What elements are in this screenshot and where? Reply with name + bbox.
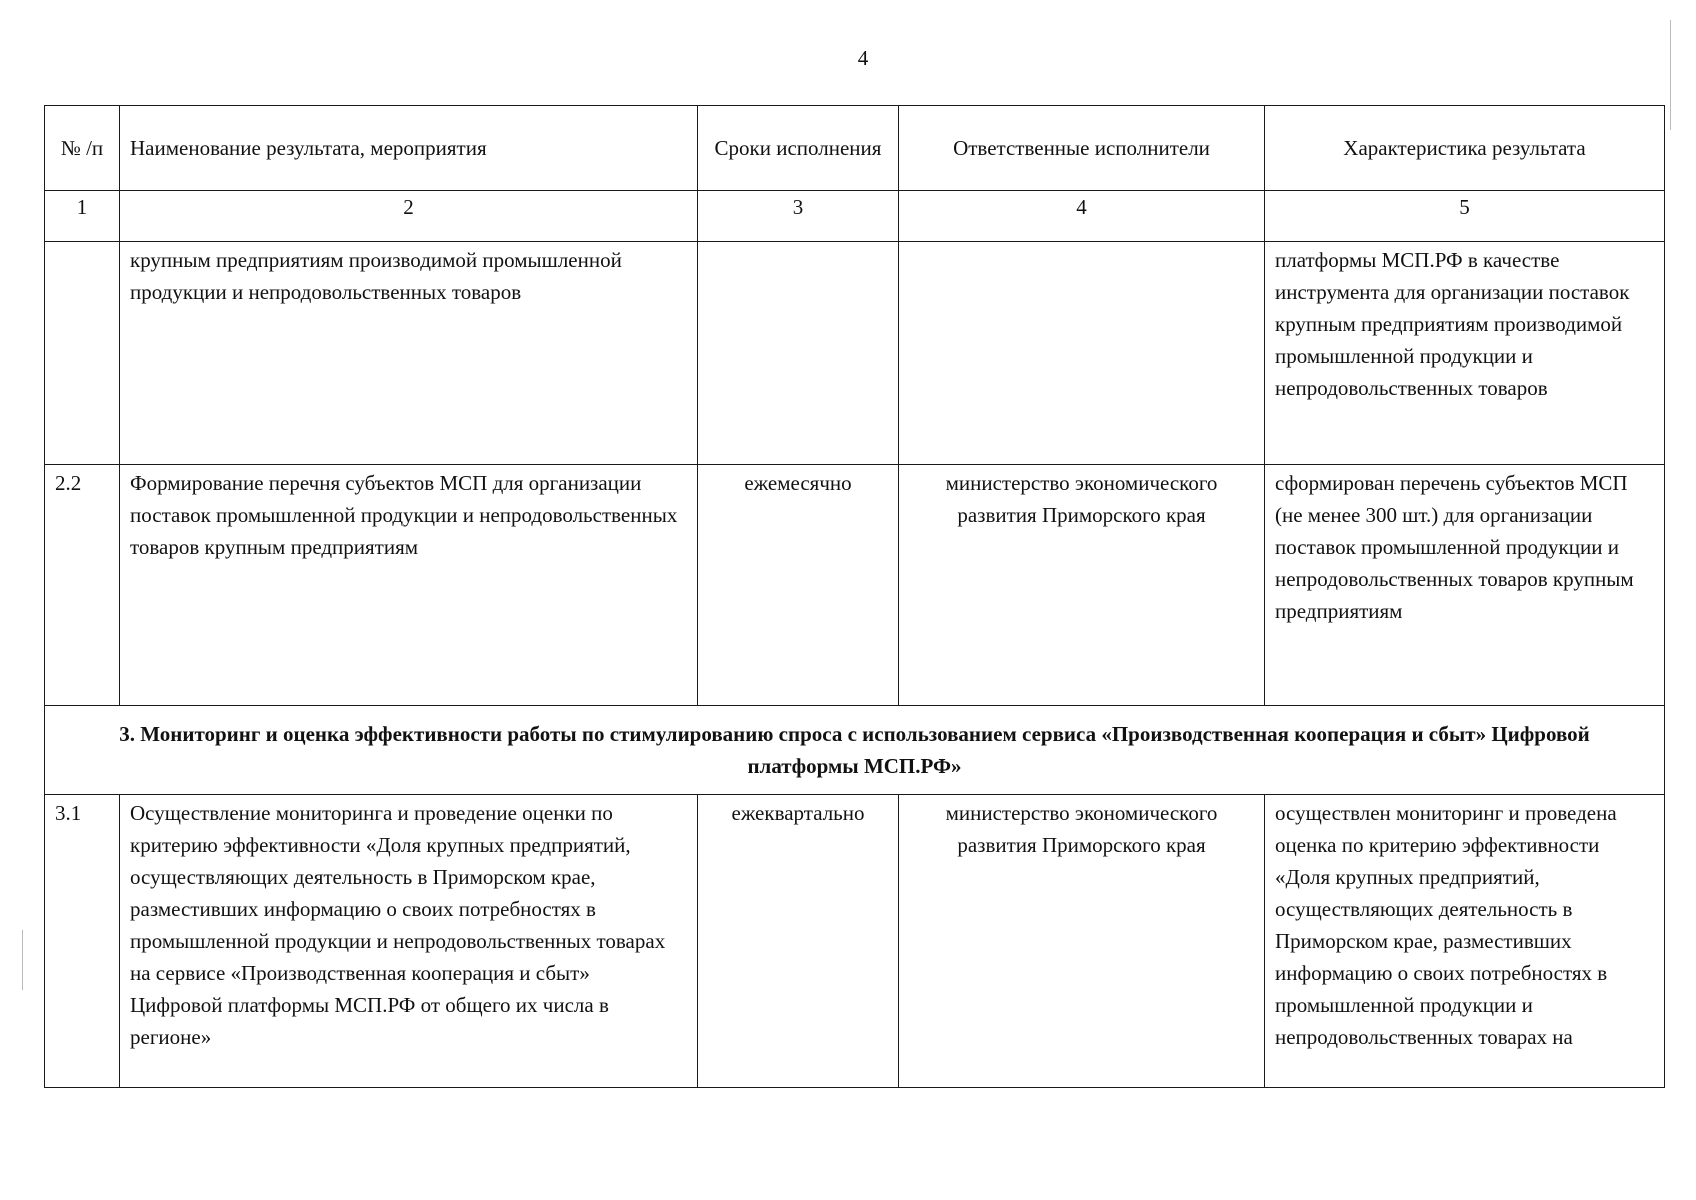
row-result: сформирован перечень субъектов МСП (не менее 300 шт.) для организации поставок промышленной продукции и непродовольственных товаров крупным предприятиям: [1265, 465, 1665, 706]
row-result: платформы МСП.РФ в качестве инструмента для организации поставок крупным предприятиям производимой промышленной продукции и непродовольственных товаров: [1265, 242, 1665, 465]
header-deadline: Сроки исполнения: [698, 106, 899, 191]
row-name: крупным предприятиям производимой промышленной продукции и непродовольственных товаров: [120, 242, 698, 465]
section-title: 3. Мониторинг и оценка эффективности работы по стимулированию спроса с использованием сервиса «Производственная кооперация и сбыт» Цифровой платформы МСП.РФ»: [45, 706, 1665, 795]
header-result: Характеристика результата: [1265, 106, 1665, 191]
table-header-row: [45, 106, 1665, 191]
table-row: [45, 465, 1665, 706]
column-number: 2: [120, 191, 698, 242]
row-responsible: [899, 242, 1265, 465]
row-name: Осуществление мониторинга и проведение оценки по критерию эффективности «Доля крупных предприятий, осуществляющих деятельность в Приморском крае, разместивших информацию о своих потребностях в промышленной продукции и непродовольственных товарах на сервисе «Производственная кооперация и сбыт» Цифровой платформы МСП.РФ от общего их числа в регионе»: [120, 795, 698, 1088]
row-result: осуществлен мониторинг и проведена оценка по критерию эффективности «Доля крупных предприятий, осуществляющих деятельность в Приморском крае, разместивших информацию о своих потребностях в промышленной продукции и непродовольственных товарах на: [1265, 795, 1665, 1088]
header-name: Наименование результата, мероприятия: [120, 106, 698, 191]
row-deadline: [698, 242, 899, 465]
row-num: [45, 242, 120, 465]
table-row: [45, 242, 1665, 465]
row-responsible: министерство экономического развития Приморского края: [899, 795, 1265, 1088]
header-responsible: Ответственные исполнители: [899, 106, 1265, 191]
column-number: 1: [45, 191, 120, 242]
row-deadline: ежемесячно: [698, 465, 899, 706]
row-responsible: министерство экономического развития Приморского края: [899, 465, 1265, 706]
row-num: 2.2: [45, 465, 120, 706]
scan-edge-mark: [1670, 20, 1671, 130]
row-num: 3.1: [45, 795, 120, 1088]
page-number: 4: [857, 46, 869, 70]
plan-table: [44, 105, 1665, 1088]
column-number-row: [45, 191, 1665, 242]
column-number: 5: [1265, 191, 1665, 242]
column-number: 3: [698, 191, 899, 242]
row-name: Формирование перечня субъектов МСП для организации поставок промышленной продукции и непродовольственных товаров крупным предприятиям: [120, 465, 698, 706]
section-row: [45, 706, 1665, 795]
table-row: [45, 795, 1665, 1088]
header-num: № /п: [45, 106, 120, 191]
column-number: 4: [899, 191, 1265, 242]
scan-edge-mark: [22, 930, 23, 990]
row-deadline: ежеквартально: [698, 795, 899, 1088]
